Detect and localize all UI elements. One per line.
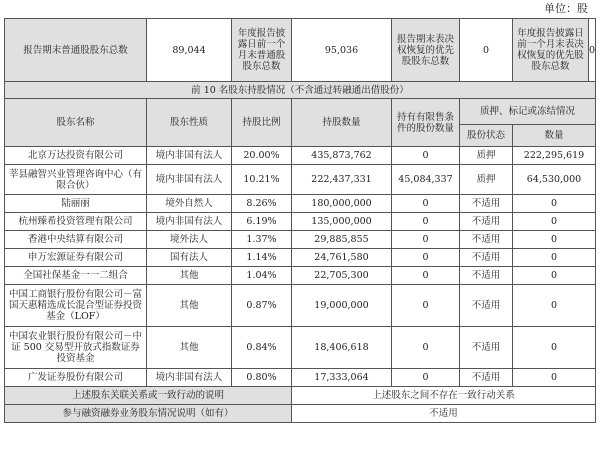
summary-value-1: 89,044 bbox=[147, 19, 232, 82]
cell-quantity: 17,333,064 bbox=[292, 369, 392, 387]
cell-status: 不适用 bbox=[460, 369, 513, 387]
cell-status: 不适用 bbox=[460, 267, 513, 285]
cell-name: 中国农业银行股份有限公司－中证 500 交易型开放式指数证券投资基金 bbox=[5, 327, 147, 369]
margin-label: 参与融资融券业务股东情况说明（如有） bbox=[5, 405, 292, 423]
cell-name: 全国社保基金一一二组合 bbox=[5, 267, 147, 285]
cell-ratio: 1.37% bbox=[232, 231, 292, 249]
cell-count: 0 bbox=[513, 369, 596, 387]
cell-quantity: 24,761,580 bbox=[292, 249, 392, 267]
cell-quantity: 29,885,855 bbox=[292, 231, 392, 249]
cell-nature: 境外自然人 bbox=[147, 195, 232, 213]
unit-label: 单位：股 bbox=[544, 2, 588, 15]
cell-nature: 境外法人 bbox=[147, 231, 232, 249]
cell-count: 0 bbox=[513, 249, 596, 267]
cell-name: 陆丽丽 bbox=[5, 195, 147, 213]
cell-status: 不适用 bbox=[460, 249, 513, 267]
summary-row bbox=[5, 19, 596, 82]
cell-ratio: 10.21% bbox=[232, 165, 292, 195]
relation-row bbox=[5, 387, 596, 405]
summary-label-3: 报告期末表决权恢复的优先股股东总数 bbox=[392, 19, 460, 82]
cell-status: 质押 bbox=[460, 165, 513, 195]
cell-name: 莘县融智兴业管理咨询中心（有限合伙） bbox=[5, 165, 147, 195]
cell-name: 广发证券股份有限公司 bbox=[5, 369, 147, 387]
cell-name: 中国工商银行股份有限公司－富国天惠精选成长混合型证券投资基金（LOF） bbox=[5, 285, 147, 327]
header-ratio: 持股比例 bbox=[232, 99, 292, 147]
header-nature: 股东性质 bbox=[147, 99, 232, 147]
cell-quantity: 22,705,300 bbox=[292, 267, 392, 285]
header-count: 数量 bbox=[513, 125, 596, 147]
cell-nature: 其他 bbox=[147, 327, 232, 369]
header-name: 股东名称 bbox=[5, 99, 147, 147]
table-row bbox=[5, 267, 596, 285]
cell-restricted: 0 bbox=[392, 267, 460, 285]
cell-count: 0 bbox=[513, 285, 596, 327]
header-pledge-group: 质押、标记或冻结情况 bbox=[460, 99, 596, 125]
cell-quantity: 222,437,331 bbox=[292, 165, 392, 195]
table-row bbox=[5, 285, 596, 327]
cell-nature: 其他 bbox=[147, 267, 232, 285]
cell-count: 0 bbox=[513, 327, 596, 369]
cell-quantity: 180,000,000 bbox=[292, 195, 392, 213]
cell-restricted: 0 bbox=[392, 147, 460, 165]
summary-label-1: 报告期末普通股股东总数 bbox=[5, 19, 147, 82]
cell-nature: 境内非国有法人 bbox=[147, 369, 232, 387]
section-title-row bbox=[5, 82, 596, 99]
cell-ratio: 1.14% bbox=[232, 249, 292, 267]
cell-status: 不适用 bbox=[460, 327, 513, 369]
cell-restricted: 0 bbox=[392, 285, 460, 327]
header-row-1 bbox=[5, 99, 596, 125]
relation-value: 上述股东之间不存在一致行动关系 bbox=[292, 387, 596, 405]
cell-restricted: 0 bbox=[392, 213, 460, 231]
cell-count: 222,295,619 bbox=[513, 147, 596, 165]
header-restricted: 持有有限售条件的股份数量 bbox=[392, 99, 460, 147]
summary-value-2: 95,036 bbox=[292, 19, 392, 82]
cell-ratio: 8.26% bbox=[232, 195, 292, 213]
cell-restricted: 0 bbox=[392, 369, 460, 387]
cell-ratio: 0.87% bbox=[232, 285, 292, 327]
cell-quantity: 135,000,000 bbox=[292, 213, 392, 231]
cell-status: 不适用 bbox=[460, 285, 513, 327]
summary-value-4: 0 bbox=[588, 44, 595, 56]
cell-quantity: 19,000,000 bbox=[292, 285, 392, 327]
cell-status: 不适用 bbox=[460, 195, 513, 213]
cell-name: 北京万达投资有限公司 bbox=[5, 147, 147, 165]
cell-nature: 境内非国有法人 bbox=[147, 147, 232, 165]
cell-name: 香港中央结算有限公司 bbox=[5, 231, 147, 249]
header-status: 股份状态 bbox=[460, 125, 513, 147]
section-title: 前 10 名股东持股情况（不含通过转融通出借股份） bbox=[5, 82, 596, 99]
cell-ratio: 20.00% bbox=[232, 147, 292, 165]
cell-ratio: 0.84% bbox=[232, 327, 292, 369]
cell-nature: 其他 bbox=[147, 285, 232, 327]
cell-quantity: 18,406,618 bbox=[292, 327, 392, 369]
cell-restricted: 0 bbox=[392, 231, 460, 249]
cell-nature: 国有法人 bbox=[147, 249, 232, 267]
cell-status: 不适用 bbox=[460, 231, 513, 249]
cell-restricted: 45,084,337 bbox=[392, 165, 460, 195]
table-row bbox=[5, 231, 596, 249]
cell-status: 质押 bbox=[460, 147, 513, 165]
cell-quantity: 435,873,762 bbox=[292, 147, 392, 165]
table-row bbox=[5, 147, 596, 165]
cell-restricted: 0 bbox=[392, 249, 460, 267]
cell-count: 0 bbox=[513, 231, 596, 249]
cell-status: 不适用 bbox=[460, 213, 513, 231]
summary-label-4: 年度报告披露日前一个月末表决权恢复的优先股股东总数 bbox=[513, 19, 589, 81]
summary-value-4-cell bbox=[513, 19, 596, 82]
summary-label-2: 年度报告披露日前一个月末普通股股东总数 bbox=[232, 19, 292, 82]
table-row bbox=[5, 249, 596, 267]
relation-label: 上述股东关联关系或一致行动的说明 bbox=[5, 387, 292, 405]
cell-nature: 境内非国有法人 bbox=[147, 213, 232, 231]
cell-restricted: 0 bbox=[392, 327, 460, 369]
margin-row bbox=[5, 405, 596, 423]
header-quantity: 持股数量 bbox=[292, 99, 392, 147]
cell-ratio: 1.04% bbox=[232, 267, 292, 285]
table-row bbox=[5, 165, 596, 195]
margin-value: 不适用 bbox=[292, 405, 596, 423]
shareholder-table bbox=[4, 18, 596, 423]
cell-count: 0 bbox=[513, 195, 596, 213]
cell-restricted: 0 bbox=[392, 195, 460, 213]
cell-count: 0 bbox=[513, 267, 596, 285]
cell-ratio: 0.80% bbox=[232, 369, 292, 387]
cell-name: 杭州臻希投资管理有限公司 bbox=[5, 213, 147, 231]
cell-name: 申万宏源证券有限公司 bbox=[5, 249, 147, 267]
cell-count: 64,530,000 bbox=[513, 165, 596, 195]
table-row bbox=[5, 369, 596, 387]
cell-nature: 境内非国有法人 bbox=[147, 165, 232, 195]
cell-count: 0 bbox=[513, 213, 596, 231]
table-row bbox=[5, 213, 596, 231]
table-row bbox=[5, 327, 596, 369]
summary-value-3: 0 bbox=[460, 19, 513, 82]
cell-ratio: 6.19% bbox=[232, 213, 292, 231]
table-row bbox=[5, 195, 596, 213]
